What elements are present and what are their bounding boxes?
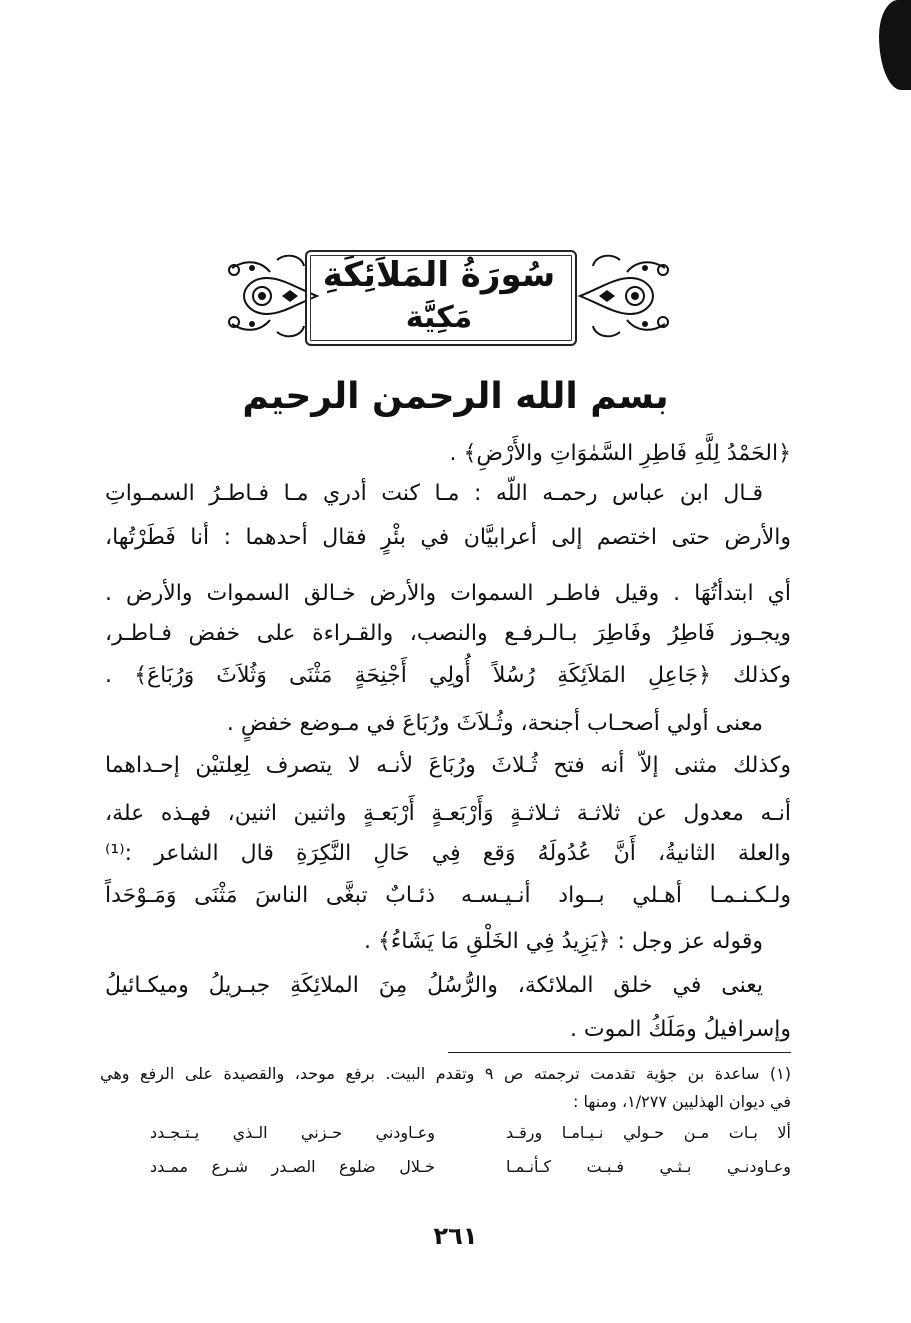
body-line: والأرض حتى اختصم إلى أعرابيَّان في بئْرٍ فقال أحدهما : أنا فَطَرْتُها، (105, 525, 791, 550)
page-corner-ink-blot (879, 0, 911, 90)
body-line: وكذلك ﴿جَاعِلِ المَلاَئِكَةِ رُسُلاً أُولِي أَجْنِحَةٍ مَثْنَى وَثُلاَثَ وَرُبَاعَ﴾ . (105, 663, 791, 688)
footnote-line: في ديوان الهذليين ١/٢٧٧، ومنها : (573, 1092, 791, 1111)
body-line: أنـه معدول عن ثلاثـة ثـلاثـةٍ وَأَرْبَعـةٍ أَرْبَعـةٍ واثنين اثنين، فهـذه علة، (105, 801, 791, 826)
body-line: ﴿الحَمْدُ لِلَّهِ فَاطِرِ السَّمٰوَاتِ والأَرْضِ﴾ . (449, 441, 791, 466)
sura-type: مَكِيَّة (405, 300, 473, 335)
footnote-hemistich-second: وعـاودني حـزني الـذي يـتـجـدد (150, 1123, 435, 1142)
footnote-hemistich-first: ألا بـات مـن حـولي نـيـامـا ورقـد (506, 1123, 791, 1142)
poem-hemistich-first: ولـكـنـمـا أهـلي بــواد أنـيـسـه (461, 883, 791, 908)
footnote-hemistich-second: خـلال ضلوع الصـدر شـرع ممـدد (150, 1157, 435, 1176)
footnote-poem-verse (150, 1118, 791, 1148)
body-line: والعلة الثانيةُ، أَنَّ عُدُولَهُ وَقع فِي حَالِ النَّكِرَةِ قال الشاعر :⁽¹⁾ (105, 841, 791, 866)
page-number: ٢٦١ (433, 1222, 478, 1250)
footnote-line: (١) ساعدة بن جؤية تقدمت ترجمته ص ٩ وتقدم البيت. برفع موحد، والقصيدة على الرفع وهي (100, 1064, 792, 1083)
sura-title: سُورَةُ المَلاَئِكَةِ (322, 255, 556, 295)
poem-verse (105, 876, 791, 916)
footnote-separator (448, 1052, 791, 1053)
floral-ornament-right-icon (575, 248, 675, 344)
body-line: وإسرافيلُ ومَلَكُ الموت . (569, 1017, 791, 1042)
footnote-poem-verse (150, 1152, 791, 1182)
body-line: معنى أولي أصحـاب أجنحة، وثُـلاَثَ ورُبَاعَ في مـوضع خفضٍ . (226, 711, 763, 736)
body-line: ويجـوز فَاطِرُ وفَاطِرَ بـالـرفـع والنصب، والقـراءة على خفض فـاطـر، (105, 621, 791, 646)
body-line: يعنى في خلق الملائكة، والرُّسُلُ مِنَ الملائِكَةِ جبـريلُ وميكـائيلُ (105, 973, 763, 998)
basmala-heading: بسم الله الرحمن الرحيم (242, 376, 669, 417)
poem-hemistich-second: ذئـابٌ تبغَّى الناسَ مَثْنَى وَمَـوْحَداً (105, 883, 435, 908)
body-line: وكذلك مثنى إلاّ أنه فتح ثُـلاثَ ورُبَاعَ لأنـه لا يتصرف لِعِلتيْن إحـداهما (105, 753, 791, 778)
footnote-hemistich-first: وعـاودنـي بـثـي فـبـت كـأنـمـا (506, 1157, 791, 1176)
body-line: قـال ابن عباس رحمـه اللّه : مـا كنت أدري مـا فـاطـرُ السمـواتِ (105, 481, 763, 506)
body-line: وقوله عز وجل : ﴿يَزِيدُ فِي الخَلْقِ مَا يَشَاءُ﴾ . (364, 929, 763, 954)
body-line: أي ابتدأتُهَا . وقيل فاطـر السموات والأرض خـالق السموات والأرض . (105, 581, 791, 606)
